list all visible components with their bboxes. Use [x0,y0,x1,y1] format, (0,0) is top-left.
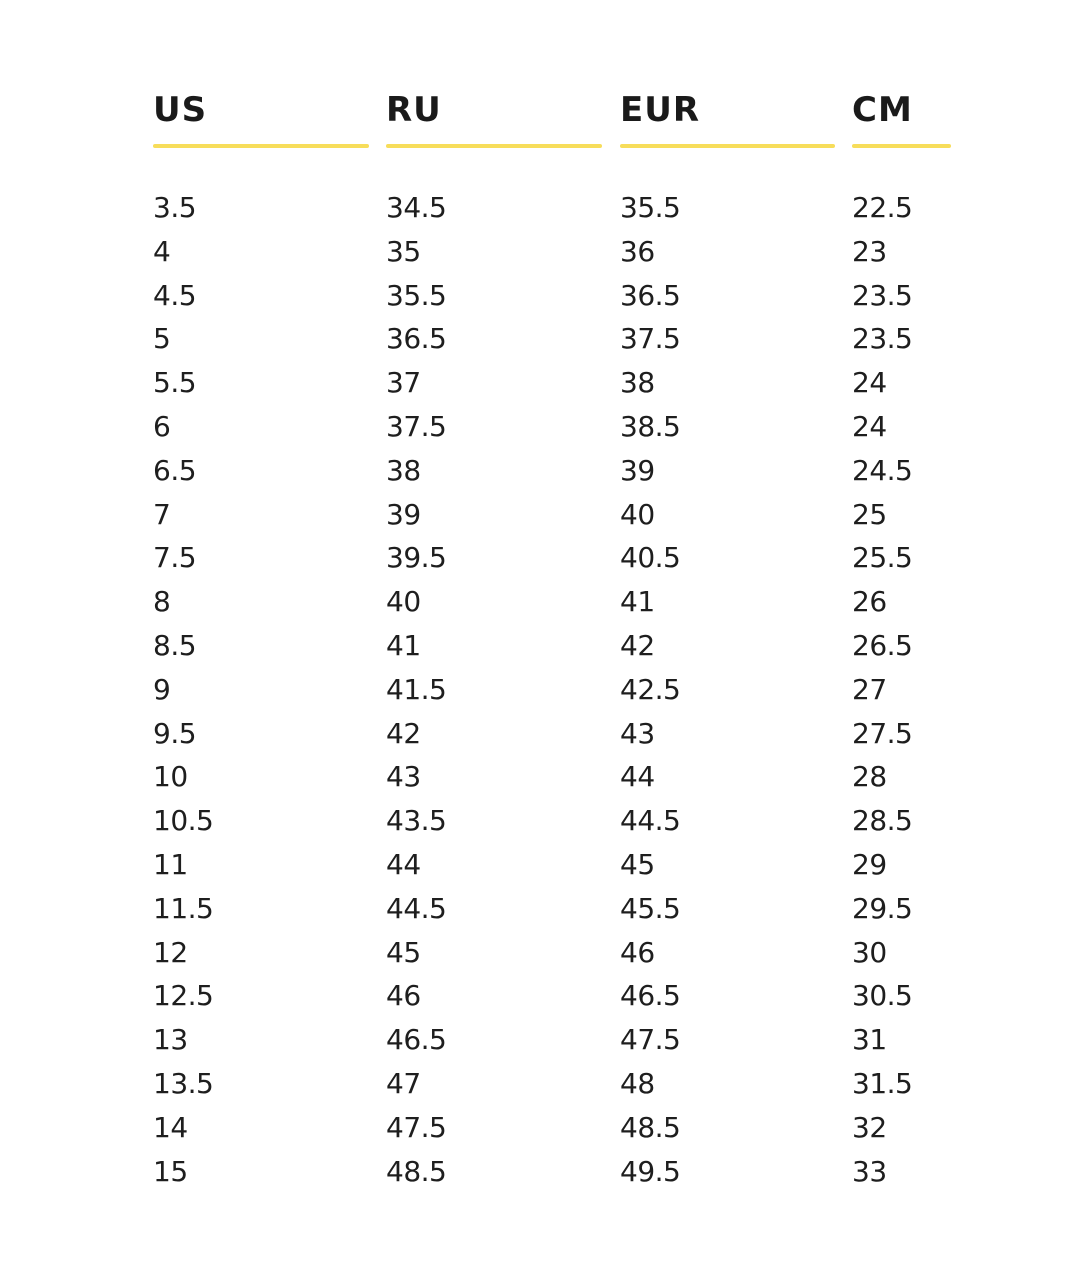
column-values-eur [620,186,835,1193]
table-cell-ru: 42 [386,716,421,750]
table-cell-us: 9 [153,672,171,706]
table-cell-us: 13 [153,1023,188,1057]
table-cell-cm: 29.5 [852,891,913,925]
column-header-ru: RU [386,90,442,130]
table-cell-eur: 39 [620,453,655,487]
table-cell-us: 8 [153,585,171,619]
table-cell-eur: 45 [620,847,655,881]
table-cell-ru: 44 [386,847,421,881]
table-cell-ru: 39 [386,497,421,531]
table-cell-eur: 36.5 [620,278,681,312]
column-ru [386,88,602,1193]
table-cell-ru: 35 [386,234,421,268]
table-cell-us: 4.5 [153,278,197,312]
table-cell-cm: 26 [852,585,887,619]
table-cell-us: 5.5 [153,366,197,400]
table-cell-cm: 32 [852,1110,887,1144]
table-cell-ru: 35.5 [386,278,447,312]
table-cell-us: 9.5 [153,716,197,750]
table-cell-us: 14 [153,1110,188,1144]
table-cell-us: 11.5 [153,891,214,925]
column-values-us [153,186,369,1193]
table-cell-cm: 25 [852,497,887,531]
table-cell-cm: 22.5 [852,191,913,224]
table-cell-eur: 38.5 [620,409,681,443]
column-us [153,88,369,1193]
table-cell-ru: 40 [386,585,421,619]
table-cell-cm: 26.5 [852,628,913,662]
table-cell-cm: 28.5 [852,804,913,838]
table-cell-ru: 36.5 [386,322,447,356]
table-cell-ru: 45 [386,935,421,969]
table-cell-eur: 48.5 [620,1110,681,1144]
table-cell-us: 10 [153,760,188,794]
table-cell-eur: 35.5 [620,191,681,224]
table-cell-eur: 47.5 [620,1023,681,1057]
table-cell-eur: 44 [620,760,655,794]
table-cell-cm: 23.5 [852,278,913,312]
table-cell-cm: 31.5 [852,1066,913,1100]
table-cell-eur: 42.5 [620,672,681,706]
table-cell-us: 13.5 [153,1066,214,1100]
column-header-cm: CM [852,90,913,130]
table-cell-ru: 41 [386,628,421,662]
table-cell-cm: 31 [852,1023,887,1057]
table-cell-ru: 34.5 [386,191,447,224]
table-cell-ru: 43 [386,760,421,794]
table-cell-eur: 41 [620,585,655,619]
table-cell-cm: 30.5 [852,979,913,1013]
column-cm [852,88,951,1193]
table-cell-cm: 23.5 [852,322,913,356]
header-underline [386,144,602,148]
table-cell-ru: 37 [386,366,421,400]
column-header-us: US [153,90,208,130]
table-cell-eur: 36 [620,234,655,268]
table-cell-cm: 33 [852,1154,887,1188]
table-cell-us: 6.5 [153,453,197,487]
table-cell-cm: 23 [852,234,887,268]
header-underline [852,144,951,148]
table-cell-eur: 37.5 [620,322,681,356]
table-cell-eur: 48 [620,1066,655,1100]
table-cell-cm: 24 [852,366,887,400]
table-cell-ru: 46 [386,979,421,1013]
table-cell-ru: 43.5 [386,804,447,838]
table-cell-ru: 47.5 [386,1110,447,1144]
table-cell-us: 6 [153,409,171,443]
table-cell-us: 12.5 [153,979,214,1013]
table-cell-cm: 27.5 [852,716,913,750]
table-cell-ru: 38 [386,453,421,487]
table-cell-ru: 46.5 [386,1023,447,1057]
header-underline [153,144,369,148]
table-cell-ru: 44.5 [386,891,447,925]
table-cell-us: 10.5 [153,804,214,838]
table-cell-eur: 45.5 [620,891,681,925]
table-cell-eur: 43 [620,716,655,750]
table-cell-ru: 48.5 [386,1154,447,1188]
table-cell-ru: 37.5 [386,409,447,443]
table-cell-us: 15 [153,1154,188,1188]
column-header-eur: EUR [620,90,701,130]
column-values-ru [386,186,602,1193]
table-cell-cm: 25.5 [852,541,913,575]
table-cell-eur: 38 [620,366,655,400]
table-cell-eur: 44.5 [620,804,681,838]
table-cell-cm: 24 [852,409,887,443]
table-cell-cm: 28 [852,760,887,794]
table-cell-ru: 47 [386,1066,421,1100]
table-cell-us: 8.5 [153,628,197,662]
column-eur [620,88,835,1193]
table-cell-cm: 27 [852,672,887,706]
column-values-cm [852,186,951,1193]
table-cell-eur: 42 [620,628,655,662]
table-cell-eur: 46.5 [620,979,681,1013]
table-cell-eur: 46 [620,935,655,969]
table-cell-us: 5 [153,322,171,356]
table-cell-eur: 49.5 [620,1154,681,1188]
table-cell-cm: 24.5 [852,453,913,487]
table-cell-us: 7 [153,497,171,531]
table-cell-us: 11 [153,847,188,881]
table-cell-eur: 40.5 [620,541,681,575]
table-cell-us: 7.5 [153,541,197,575]
table-cell-us: 3.5 [153,191,197,224]
table-cell-eur: 40 [620,497,655,531]
table-cell-cm: 29 [852,847,887,881]
table-cell-cm: 30 [852,935,887,969]
table-cell-us: 12 [153,935,188,969]
table-cell-ru: 41.5 [386,672,447,706]
table-cell-us: 4 [153,234,171,268]
header-underline [620,144,835,148]
table-cell-ru: 39.5 [386,541,447,575]
